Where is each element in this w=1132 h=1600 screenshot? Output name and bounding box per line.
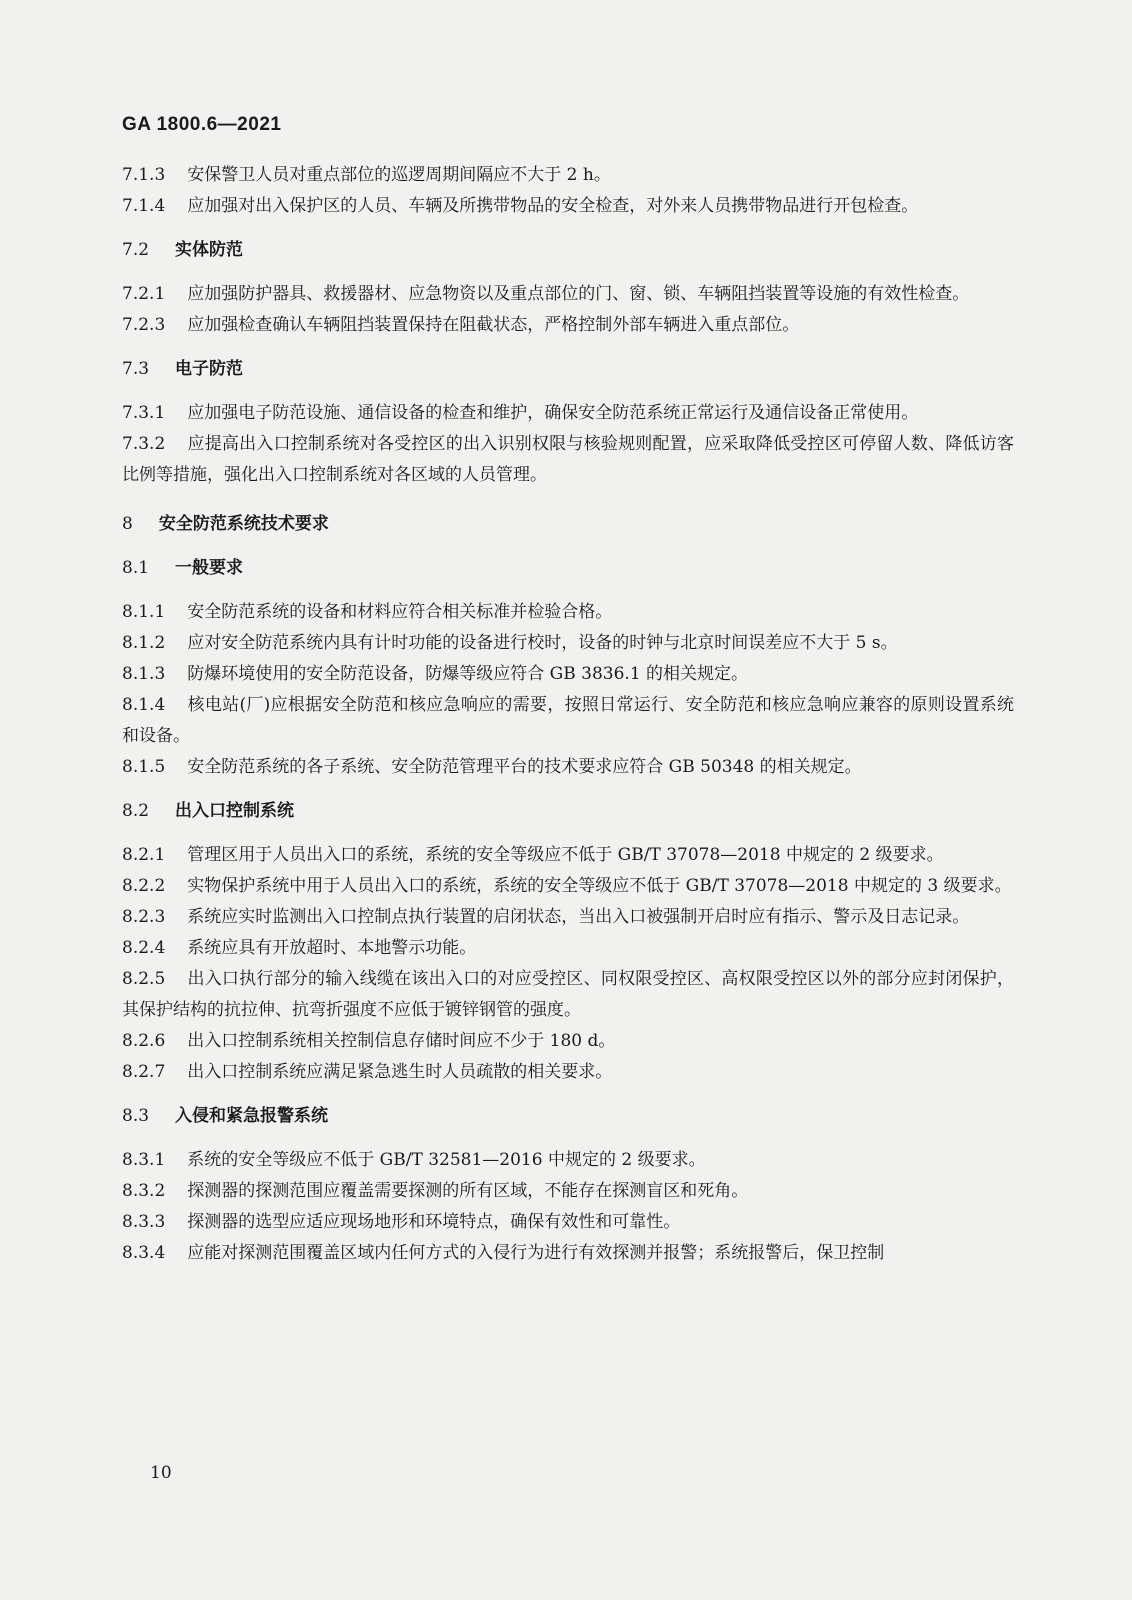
clause-paragraph [122, 597, 1014, 628]
clause-paragraph [122, 690, 1014, 752]
section-heading [122, 354, 1014, 385]
clause-paragraph [122, 659, 1014, 690]
section-number: 7.2 [122, 240, 150, 260]
clause-text: 系统的安全等级应不低于 GB/T 32581—2016 中规定的 2 级要求。 [187, 1150, 706, 1170]
clause-number: 8.2.6 [122, 1031, 166, 1051]
clause-number: 7.2.1 [122, 284, 166, 304]
clause-number: 8.3.1 [122, 1150, 166, 1170]
clause-paragraph [122, 628, 1014, 659]
section-title: 入侵和紧急报警系统 [175, 1106, 329, 1126]
clause-text: 安保警卫人员对重点部位的巡逻周期间隔应不大于 2 h。 [187, 165, 611, 185]
clause-paragraph [122, 933, 1014, 964]
clause-text: 出入口执行部分的输入线缆在该出入口的对应受控区、同权限受控区、高权限受控区以外的部分应封闭保护，其保护结构的抗拉伸、抗弯折强度不应低于镀锌钢管的强度。 [122, 969, 1014, 1020]
clause-text: 应加强检查确认车辆阻挡装置保持在阻截状态，严格控制外部车辆进入重点部位。 [187, 315, 800, 335]
clause-number: 8.1.1 [122, 602, 166, 622]
clause-number: 8.3.2 [122, 1181, 166, 1201]
section-number: 8.3 [122, 1106, 150, 1126]
clause-text: 安全防范系统的各子系统、安全防范管理平台的技术要求应符合 GB 50348 的相关规定。 [187, 757, 862, 777]
clause-number: 7.1.3 [122, 165, 166, 185]
clause-paragraph [122, 1176, 1014, 1207]
clause-text: 出入口控制系统相关控制信息存储时间应不少于 180 d。 [187, 1031, 616, 1051]
section-title: 实体防范 [175, 240, 244, 260]
clause-paragraph [122, 1026, 1014, 1057]
clause-number: 8.2.7 [122, 1062, 166, 1082]
clause-text: 应加强防护器具、救援器材、应急物资以及重点部位的门、窗、锁、车辆阻挡装置等设施的有效性检查。 [187, 284, 970, 304]
clause-text: 探测器的探测范围应覆盖需要探测的所有区域，不能存在探测盲区和死角。 [187, 1181, 749, 1201]
clause-text: 系统应具有开放超时、本地警示功能。 [187, 938, 477, 958]
clause-text: 应对安全防范系统内具有计时功能的设备进行校时，设备的时钟与北京时间误差应不大于 5 s。 [187, 633, 898, 653]
clause-paragraph [122, 871, 1014, 902]
clause-number: 7.2.3 [122, 315, 166, 335]
section-number: 8 [122, 514, 133, 534]
clause-text: 系统应实时监测出入口控制点执行装置的启闭状态，当出入口被强制开启时应有指示、警示及日志记录。 [187, 907, 970, 927]
clause-paragraph [122, 279, 1014, 310]
page-number: 10 [150, 1463, 172, 1483]
document-header-id: GA 1800.6—2021 [122, 114, 282, 135]
clause-text: 应能对探测范围覆盖区域内任何方式的入侵行为进行有效探测并报警；系统报警后，保卫控制 [187, 1243, 885, 1263]
section-heading [122, 553, 1014, 584]
clause-number: 8.1.4 [122, 695, 166, 715]
clause-paragraph [122, 752, 1014, 783]
section-number: 8.2 [122, 801, 150, 821]
clause-paragraph [122, 964, 1014, 1026]
clause-text: 防爆环境使用的安全防范设备，防爆等级应符合 GB 3836.1 的相关规定。 [187, 664, 749, 684]
clause-paragraph [122, 1207, 1014, 1238]
clause-text: 安全防范系统的设备和材料应符合相关标准并检验合格。 [187, 602, 613, 622]
section-heading [122, 1101, 1014, 1132]
clause-paragraph [122, 840, 1014, 871]
clause-number: 8.3.3 [122, 1212, 166, 1232]
section-heading [122, 235, 1014, 266]
clause-paragraph [122, 191, 1014, 222]
section-number: 8.1 [122, 558, 150, 578]
clause-number: 8.2.1 [122, 845, 166, 865]
clause-text: 实物保护系统中用于人员出入口的系统，系统的安全等级应不低于 GB/T 37078—2018 中规定的 3 级要求。 [187, 876, 1012, 896]
clause-number: 8.2.4 [122, 938, 166, 958]
clause-number: 7.3.1 [122, 403, 166, 423]
clause-paragraph [122, 310, 1014, 341]
clause-paragraph [122, 160, 1014, 191]
clause-text: 应提高出入口控制系统对各受控区的出入识别权限与核验规则配置，应采取降低受控区可停留人数、降低访客比例等措施，强化出入口控制系统对各区域的人员管理。 [122, 434, 1014, 485]
clause-paragraph [122, 1057, 1014, 1088]
section-title: 安全防范系统技术要求 [158, 514, 329, 534]
clause-text: 探测器的选型应适应现场地形和环境特点，确保有效性和可靠性。 [187, 1212, 681, 1232]
document-body [122, 160, 1014, 1269]
clause-paragraph [122, 398, 1014, 429]
clause-paragraph [122, 1145, 1014, 1176]
section-heading [122, 796, 1014, 827]
section-title: 电子防范 [175, 359, 244, 379]
clause-number: 8.2.5 [122, 969, 166, 989]
clause-text: 应加强对出入保护区的人员、车辆及所携带物品的安全检查，对外来人员携带物品进行开包检查。 [187, 196, 919, 216]
clause-number: 7.1.4 [122, 196, 166, 216]
clause-text: 核电站(厂)应根据安全防范和核应急响应的需要，按照日常运行、安全防范和核应急响应兼容的原则设置系统和设备。 [122, 695, 1014, 746]
clause-number: 7.3.2 [122, 434, 166, 454]
clause-number: 8.2.3 [122, 907, 166, 927]
clause-number: 8.2.2 [122, 876, 166, 896]
clause-number: 8.1.5 [122, 757, 166, 777]
clause-text: 应加强电子防范设施、通信设备的检查和维护，确保安全防范系统正常运行及通信设备正常使用。 [187, 403, 919, 423]
clause-number: 8.1.3 [122, 664, 166, 684]
section-title: 出入口控制系统 [175, 801, 295, 821]
clause-paragraph [122, 429, 1014, 491]
section-number: 7.3 [122, 359, 150, 379]
clause-paragraph [122, 902, 1014, 933]
section-heading [122, 509, 1014, 540]
clause-number: 8.1.2 [122, 633, 166, 653]
section-title: 一般要求 [175, 558, 244, 578]
clause-text: 出入口控制系统应满足紧急逃生时人员疏散的相关要求。 [187, 1062, 613, 1082]
clause-number: 8.3.4 [122, 1243, 166, 1263]
clause-text: 管理区用于人员出入口的系统，系统的安全等级应不低于 GB/T 37078—2018 中规定的 2 级要求。 [187, 845, 944, 865]
clause-paragraph [122, 1238, 1014, 1269]
